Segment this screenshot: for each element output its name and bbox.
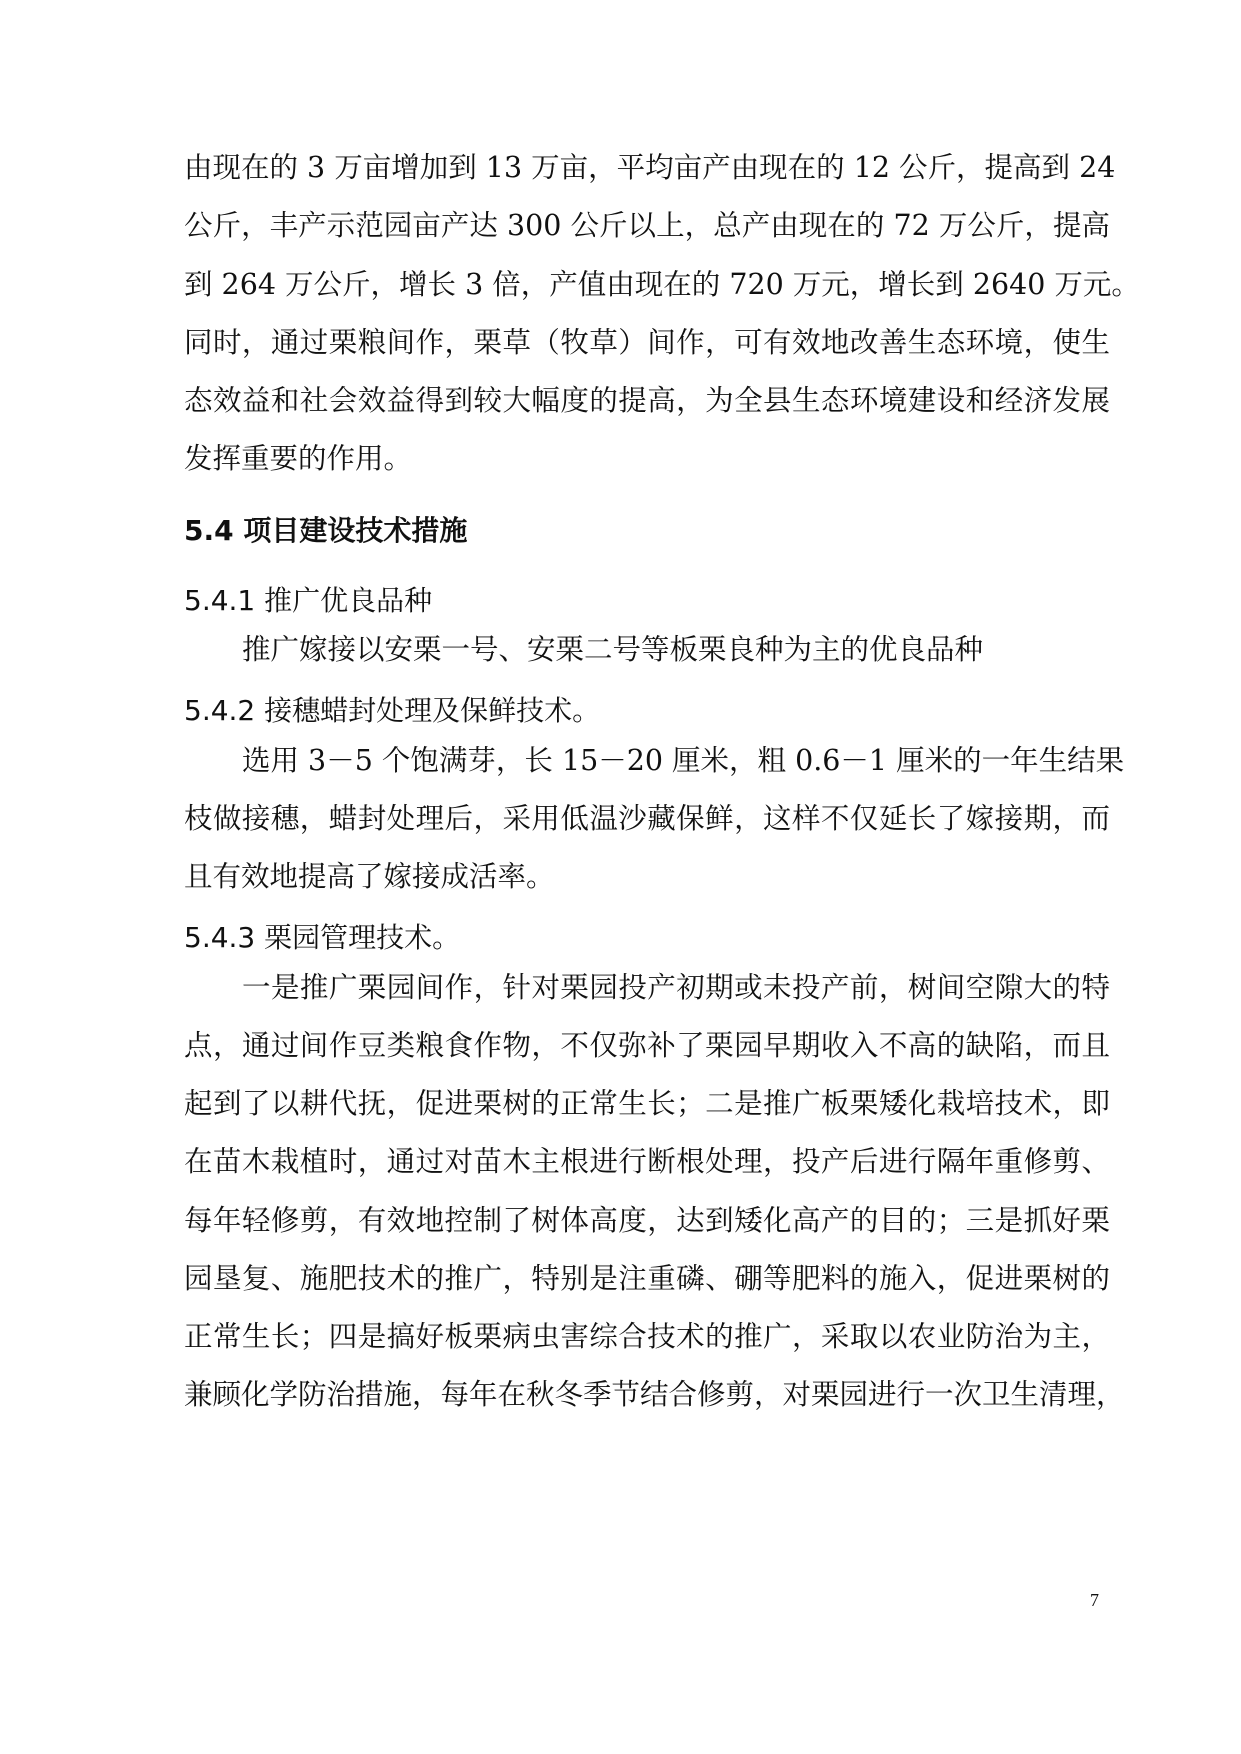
subsection-heading: 5.4.2 接穗蜡封处理及保鲜技术。	[184, 694, 601, 727]
text-line: 在苗木栽植时，通过对苗木主根进行断根处理，投产后进行隔年重修剪、	[184, 1145, 1110, 1178]
text-line: 正常生长；四是搞好板栗病虫害综合技术的推广，采取以农业防治为主，	[184, 1320, 1110, 1353]
page-number: 7	[1090, 1590, 1099, 1610]
text-line: 起到了以耕代抚，促进栗树的正常生长；二是推广板栗矮化栽培技术，即	[184, 1087, 1110, 1120]
text-line: 且有效地提高了嫁接成活率。	[184, 860, 555, 893]
text-line: 发挥重要的作用。	[184, 442, 413, 475]
text-line: 态效益和社会效益得到较大幅度的提高，为全县生态环境建设和经济发展	[184, 384, 1110, 417]
text-line: 推广嫁接以安栗一号、安栗二号等板栗良种为主的优良品种	[242, 633, 984, 666]
text-line: 兼顾化学防治措施，每年在秋冬季节结合修剪，对栗园进行一次卫生清理，	[184, 1378, 1125, 1411]
text-line: 每年轻修剪，有效地控制了树体高度，达到矮化高产的目的；三是抓好栗	[184, 1204, 1110, 1237]
text-line: 一是推广栗园间作，针对栗园投产初期或未投产前，树间空隙大的特	[242, 971, 1110, 1004]
text-line: 枝做接穗，蜡封处理后，采用低温沙藏保鲜，这样不仅延长了嫁接期，而	[184, 802, 1110, 835]
text-line: 由现在的 3 万亩增加到 13 万亩，平均亩产由现在的 12 公斤，提高到 24	[184, 151, 1116, 184]
text-line: 同时，通过栗粮间作，栗草（牧草）间作，可有效地改善生态环境，使生	[184, 326, 1110, 359]
text-line: 公斤，丰产示范园亩产达 300 公斤以上，总产由现在的 72 万公斤，提高	[184, 209, 1110, 242]
section-heading: 5.4 项目建设技术措施	[184, 514, 468, 547]
text-line: 点，通过间作豆类粮食作物，不仅弥补了栗园早期收入不高的缺陷，而且	[184, 1029, 1110, 1062]
text-line: 园垦复、施肥技术的推广，特别是注重磷、硼等肥料的施入，促进栗树的	[184, 1262, 1110, 1295]
text-line: 到 264 万公斤，增长 3 倍，产值由现在的 720 万元，增长到 2640 万元。	[184, 268, 1140, 301]
text-line: 选用 3－5 个饱满芽，长 15－20 厘米，粗 0.6－1 厘米的一年生结果	[242, 744, 1125, 777]
subsection-heading: 5.4.3 栗园管理技术。	[184, 921, 461, 954]
subsection-heading: 5.4.1 推广优良品种	[184, 584, 433, 617]
